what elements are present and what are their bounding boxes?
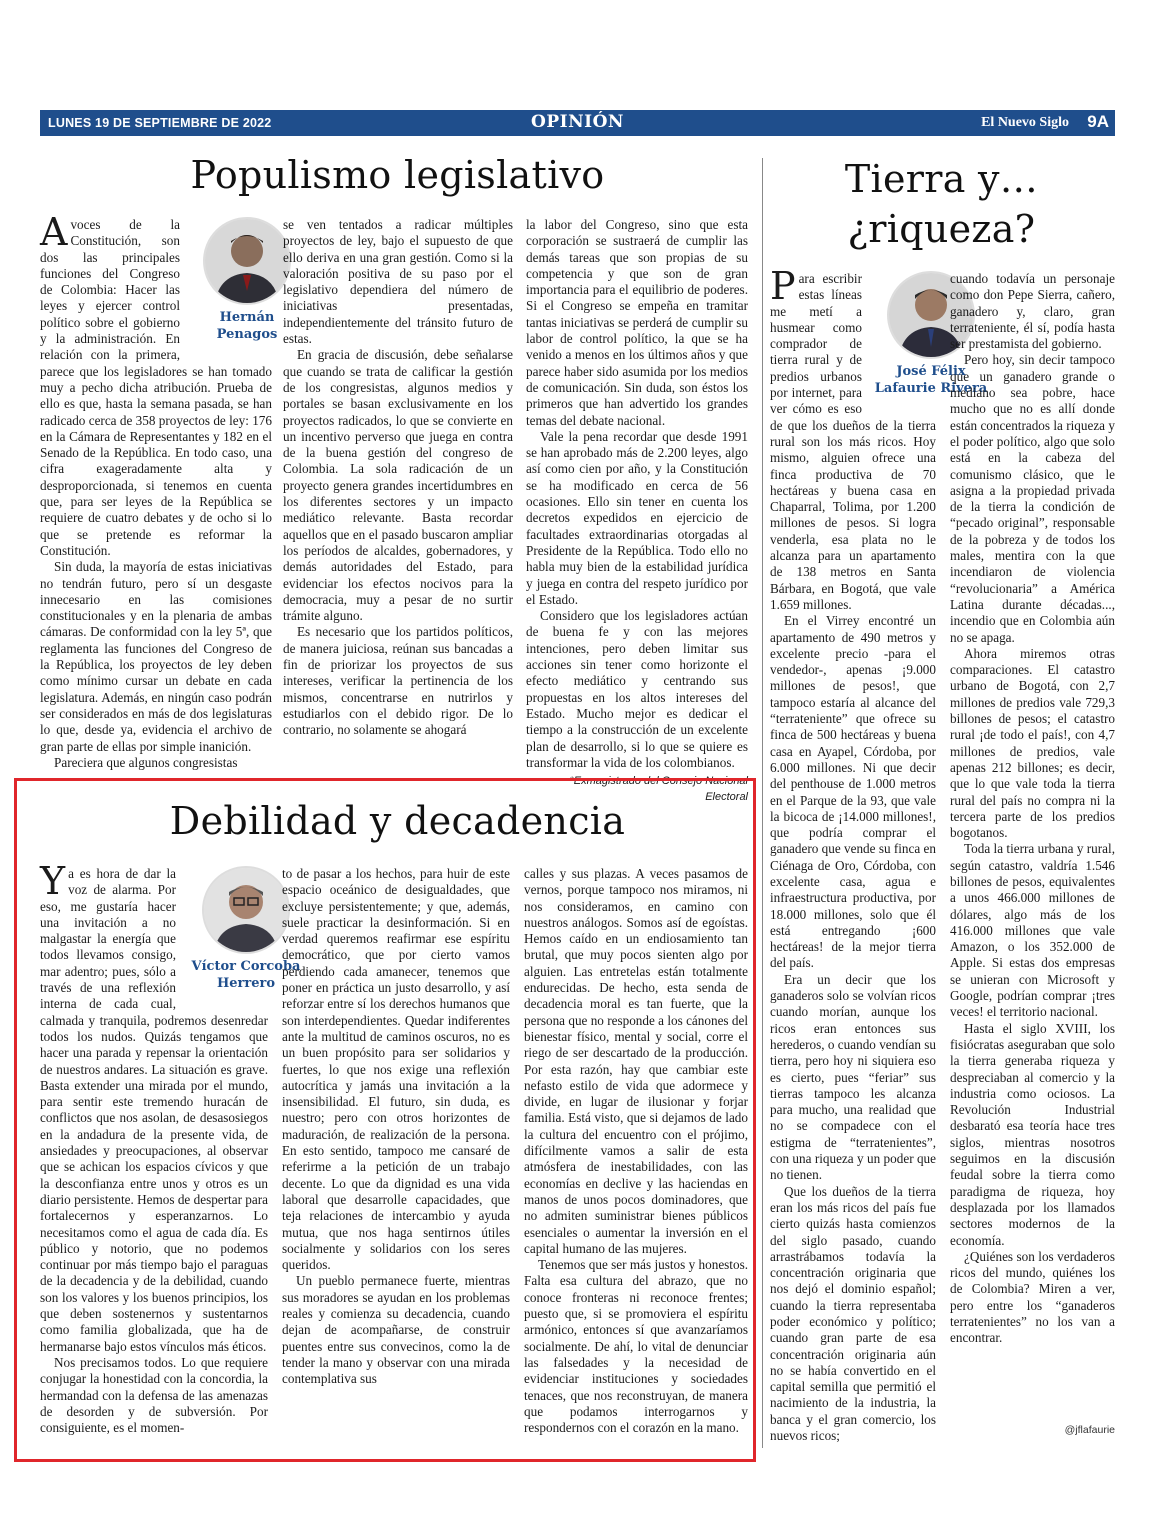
author-credit: *Exmagistrado del Consejo Nacional Electoral: [569, 775, 748, 804]
page-number: 9A: [1087, 112, 1109, 131]
paragraph: Toda la tierra urbana y rural, según catastro, valdría 1.546 billones de pesos, equivalentes a unos 466.000 millones de dólares, algo más de los 416.000 millones que vale Amazon, o los 352.000 de Apple. Si estas dos empresas se unieran con Microsoft y Google, podrían comprar ¡tres veces! el territorio nacional.: [950, 841, 1115, 1020]
paragraph: calles y sus plazas. A veces pasamos de vernos, porque tampoco nos miramos, ni nos consideramos, en camino con nuestros análogos. Somos así de egoístas. Hemos caído en un endiosamiento tan brutal, que muy pocos sienten algo por alguien. Las entretelas están totalmente endurecidas. De hecho, esta senda de decadencia moral es tan fuerte, que la persona que no responde a los cánones del bienestar físico, mental y social, corre el riego de ser descartado de la producción. Por esta razón, hay que cambiar este nefasto estilo de vida que adormece y divide, en lugar de ilusionar y forjar familia. Está visto, que si dejamos de lado la cultura del encuentro con el prójimo, difícilmente vamos a salir de esta atmósfera de inestabilidades, con las economías en declive y las haciendas en manos de unos pocos dominadores, que no admiten suministrar bienes públicos esenciales o aumentar la inversión en el capital humano de las mujeres.: [524, 866, 748, 1256]
paragraph: Nos precisamos todos. Lo que requiere conjugar la honestidad con la concordia, la hermandad con la defensa de las amenazas de desorden y de subversión. Por consiguiente, es el momen-: [40, 1354, 268, 1436]
drop-cap: P: [770, 264, 796, 308]
newspaper-name: El Nuevo Siglo: [981, 115, 1069, 130]
article1-column-3: [526, 217, 748, 806]
title-line: ¿riqueza?: [847, 207, 1036, 251]
paragraph: Ya es hora de dar la voz de alarma. Por eso, me gustaría hacer una invitación a no malgastar la energía que todos llevamos consigo, mar adentro; pues, sólo a través de una reflexión interna de cada cual, calmada y tranquila, podremos desenredar todos los nudos. Quizás tengamos que hacer una parada y repensar la orientación de nuestros andares. La situación es grave. Basta extender una mirada por el mundo, para sentir este tremendo huracán de conflictos que nos asolan, de desasosiegos en la andadura de la presente vida, de ansiedades y preocupaciones, al observar que se achican los espacios cívicos y que la desconfianza entre unos y otros es un diario persistente. Hemos de despertar para fortalecernos y esperanzarnos. Lo necesitamos como el agua de cada día. Es público y notorio, que no podemos continuar por más tiempo bajo el paraguas de la decadencia y de la debilidad, cuando son los valores y los buenos principios, los que deben sostenernos y sustentarnos como familia globalizada, que ha de hermanarse bajo estos vínculos más éticos.: [40, 859, 268, 1354]
article2-column-2: [282, 866, 510, 1388]
paragraph: Es necesario que los partidos políticos, de manera juiciosa, reúnan sus bancadas a fin de priorizar los proyectos de sus intereses, verificar la pertinencia de los mismos, concentrarse en nutrirlos y estudiarlos con el debido rigor. De lo contrario, no solamente se ahogará: [283, 624, 513, 738]
paragraph: Considero que los legisladores actúan de buena fe y con las mejores intenciones, pero deben limitar sus acciones sin tener como horizonte el efecto mediático y centrando sus propuestas en los altos intereses del Estado. Mucho mejor es dedicar el tiempo a la construcción de un excelente plan de desarrollo, si lo que se quiere es transformar la vida de los colombianos.: [526, 608, 748, 770]
paragraph: la labor del Congreso, sino que esta corporación se sustraerá de cumplir las demás tareas que son propias de su competencia y que son de gran importancia para el equilibrio de poderes. Si el Congreso se empeña en tramitar tantas iniciativas se perderá de cumplir su labor de control político, la que se ha venido a menos en los últimos años y que parece haber sido asumida por los medios de comunicación. Sin duda, son éstos los primeros que han advertido los grandes temas del debate nacional.: [526, 217, 748, 428]
section-name: OPINIÓN: [531, 112, 624, 132]
article2-column-1: [40, 859, 301, 1436]
article3-column-1: [770, 264, 988, 1444]
article-title-tierra: [768, 154, 1115, 254]
paragraph: ¿Quiénes son los verdaderos ricos del mundo, quiénes los de Colombia? Miren a ver, pero entre los “ganaderos terratenientes” no los van a encontrar.: [950, 1248, 1115, 1346]
paragraph: Para escribir estas líneas me metí a husmear como comprador de tierra rural y de predios urbanos por internet, para ver cómo es eso de que los dueños de la tierra rural son los más ricos. Hoy mismo, alguien ofrece una finca productiva de 70 hectáreas y buena casa en Chaparral, Tolima, por 1.200 millones de pesos. Si logra venderla, esa plata no le alcanza para un apartamento de 138 metros en Santa Bárbara, en Bogotá, que vale 1.659 millones.: [770, 264, 936, 612]
paragraph: Pero hoy, sin decir tampoco que un ganadero grande o mediano sea pobre, hace mucho que no es allí donde están concentrados la riqueza y el poder político, algo que solo está en la cabeza del comunismo clásico, que le asigna a la propiedad privada de la tierra la condición de “pecado original”, responsable de la pobreza y de todos los males, mentira con la que incendiaron de violencia “revolucionaria” a América Latina durante décadas..., incendio que en Colombia aún no se apaga.: [950, 352, 1115, 645]
paragraph: Era un decir que los ganaderos solo se volvían ricos cuando morían, aunque los ricos eran entonces sus herederos, o cuando vendían su tierra, pero hoy ni siquiera eso es cierto, pues “feriar” sus tierras tampoco les alcanza para mucho, una realidad que no se compadece con el estigma de “terratenientes”, con una riqueza y un poder que no tienen.: [770, 971, 936, 1183]
paragraph: cuando todavía un personaje como don Pepe Sierra, cañero, ganadero y, claro, gran terrateniente, él sí, podía hasta ser prestamista del gobierno.: [950, 271, 1115, 352]
author-photo: [202, 866, 290, 954]
paragraph: En gracia de discusión, debe señalarse que cuando se trata de calificar la gestión de los congresistas, algunos medios y portales se basan exclusivamente en los proyectos radicados, lo que se convierte en un incentivo perverso que juega en contra de la buena gestión del congreso de Colombia. La sola radicación de un proyecto genera grandes incertidumbres en los diferentes sectores y un impacto mediático relevante. Basta recordar aquellos que en el pasado buscaron ampliar los períodos de alcaldes, gobernadores, y demás autoridades del Estado, para evidenciar los efectos nocivos para la democracia, muy a pesar de no surtir trámite alguno.: [283, 347, 513, 624]
title-line: Tierra y…: [844, 157, 1039, 201]
article1-column-2: [283, 217, 513, 739]
article-title-debilidad: Debilidad y decadencia: [169, 799, 626, 843]
paragraph: Hasta el siglo XVIII, los fisiócratas aseguraban que solo la tierra generaba riqueza y despreciaban al comercio y la industria como ociosos. La Revolución Industrial desbarató esa teoría hace tres siglos, mientras nosotros seguimos en la discusión feudal sobre la tierra como paradigma de riqueza, hoy desplazada por los llamados sectores modernos de la economía.: [950, 1020, 1115, 1248]
paragraph: Pareciera que algunos congresistas: [54, 754, 238, 770]
paragraph: Que los dueños de la tierra eran los más ricos del país fue cierto quizás hasta comienzos del siglo pasado, cuando arrastrábamos todavía la concentración originaria que nos dejó el dominio español; cuando la tierra representaba poder económico y político; cuando gran parte de esa concentración originaria aún no se había convertido en el capital semilla que permitió el nacimiento de la industria, la banca y el gran comercio, los nuevos ricos;: [770, 1183, 936, 1444]
author-byline: Víctor Corcoba Herrero: [191, 959, 301, 991]
paragraph: se ven tentados a radicar múltiples proyectos de ley, bajo el supuesto de que ello deriva en una gran gestión. Como si la valoración positiva de su paso por el legislativo dependiera del número de iniciativas presentadas, independientemente del tránsito futuro de estas.: [283, 217, 513, 347]
author-photo: [203, 217, 291, 305]
paragraph: to de pasar a los hechos, para huir de este espacio oceánico de desigualdades, que excluye persistentemente; y que, además, suele practicar la desinformación. Si en verdad queremos reafirmar ese espíritu democrático, que por cierto vamos perdiendo cada amanecer, tenemos que poner en práctica un justo desarrollo, y así reforzar entre sí los derechos humanos que son interdependientes. Quedar indiferentes ante la multitud de caminos oscuros, no es un buen propósito para ser solidarios y fuertes, lo que nos exige una reflexión autocrítica y jamás una invitación a la insensibilidad. El futuro, sin duda, es nuestro; pero con otros horizontes de maduración, de realización de la persona. En esto sentido, tampoco me cansaré de referirme a la petición de un trabajo decente. Lo que da dignidad es una vida laboral que desarrolle capacidades, que teja relaciones de intercambio y ayuda mutua, que nos haga sentirnos útiles socialmente y solidarios con los seres queridos.: [282, 866, 510, 1273]
author-social-handle: @jflafaurie: [1064, 1424, 1115, 1436]
author-byline: Hernán Penagos: [216, 310, 278, 342]
paragraph: Vale la pena recordar que desde 1991 se han aprobado más de 2.200 leyes, algo así como cien por año, y la Constitución se ha modificado en cerca de 56 ocasiones. Ello sin tener en cuenta los decretos expedidos en ejercicio de facultades extraordinarias otorgadas al Presidente de la República. Todo ello no habla muy bien de la estabilidad jurídica y juega en contra del respeto jurídico por el Estado.: [526, 428, 748, 607]
article2-column-3: [524, 866, 748, 1436]
article3-column-2: [950, 271, 1115, 1347]
drop-cap: A: [40, 210, 68, 254]
paragraph: En el Virrey encontré un apartamento de 490 metros y excelente precio -para el vendedor-, apenas ¡9.000 millones de pesos!, que tampoco estaría al alcance del “terrateniente” que ofrece su finca de 500 hectáreas y buena casa en Ayapel, Córdoba, por 6.000 millones. Ni que decir del penthouse de 1.000 metros en el Parque de la 93, que vale la bicoca de ¡14.000 millones!, que podría comprar el ganadero que vende su finca en Ciénaga de Oro, Córdoba, con excelente casa, agua e infraestructura productiva, por 18.000 millones, solo que él está entregando ¡600 hectáreas! de la mejor tierra del país.: [770, 613, 936, 971]
drop-cap: Y: [40, 859, 66, 903]
paragraph: A voces de la Constitución, son dos las principales funciones del Congreso de Colombia: Hacer las leyes y ejercer control político sobre el gobierno y la administración. En relación con la primera, parece que los legisladores se han tomado muy a pecho dicha atribución. Prueba de ello es que, hasta la semana pasada, se han radicado cerca de 358 proyectos de ley: 176 en la Cámara de Representantes y 182 en el Senado de la República. En todo caso, una cifra exageradamente alta y desproporcionada, si tenemos en cuenta que, para ser leyes de la República se requiere de cuatro debates y de ocho si lo que se pretende es reformar la Constitución.: [40, 210, 272, 558]
paragraph: Un pueblo permanece fuerte, mientras sus moradores se ayudan en los problemas reales y comienza su decadencia, cuando dejan de acompañarse, de construir puentes entre sus convecinos, como la de tender la mano y observar con una mirada contemplativa sus: [282, 1273, 510, 1387]
column-divider: [762, 158, 763, 1448]
section-header-band: [40, 110, 1115, 136]
author-byline: José Félix Lafaurie Rivera: [874, 364, 988, 396]
paragraph: Tenemos que ser más justos y honestos. Falta esa cultura del abrazo, que no conoce fronteras ni reconoce frentes; puesto que, si se promoviera el espíritu armónico, entonces sí que avanzaríamos socialmente. De ahí, lo vital de denunciar las falsedades y la necesidad de evidenciar instituciones y sociedades tenaces, que nos reconstruyan, de manera que podamos interrogarnos y respondernos con el corazón en la mano.: [524, 1257, 748, 1436]
article-title-populismo: Populismo legislativo: [190, 153, 605, 197]
edition-date: LUNES 19 DE SEPTIEMBRE DE 2022: [48, 116, 272, 130]
paragraph: Ahora miremos otras comparaciones. El catastro urbano de Bogotá, con 2,7 millones de predios vale 729,3 billones de pesos; el catastro rural ¡de todo el país!, con 4,7 millones de predios, vale apenas 212 billones; es decir, que lo que vale toda la tierra rural del país no compra ni la tercera parte de los predios bogotanos.: [950, 645, 1115, 841]
article1-column-1: [40, 210, 278, 771]
paragraph: Sin duda, la mayoría de estas iniciativas no tendrán futuro, pero sí un desgaste innecesario en las comisiones constitucionales y en la plenaria de ambas cámaras. De conformidad con la ley 5ª, que reglamenta las funciones del Congreso de la República, los proyectos de ley deben como mínimo cursar un debate en cada legislatura. Además, en ningún caso podrán ser considerados en más de dos legislaturas lo que, desde ya, evidencia el archivo de gran parte de ellas por simple inanición.: [40, 559, 272, 754]
